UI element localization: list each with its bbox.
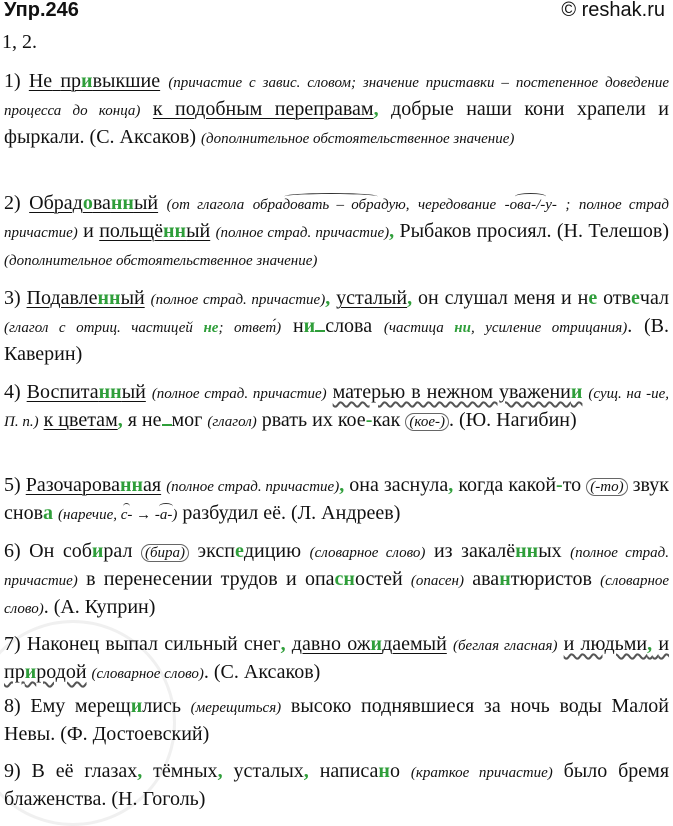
- highlighted-comma: ,: [389, 220, 395, 242]
- sentence-1: [4, 68, 669, 152]
- comment-text: (глагол с отриц. частицей: [4, 320, 193, 336]
- underlined-phrase: [333, 381, 583, 403]
- grammar-comment: (полное страд. причастие): [4, 545, 670, 589]
- sentence-text: ава: [472, 568, 500, 590]
- grammar-comment: (дополнительное обстоятельственное значение): [4, 253, 318, 269]
- grammar-comment: (глагол): [207, 414, 257, 430]
- grammar-comment: (словарное слово): [309, 545, 426, 561]
- grammar-comment: (мерещиться): [190, 700, 282, 716]
- sentence-text: давно ож: [291, 633, 371, 655]
- highlighted-hyphen: -: [365, 409, 373, 431]
- sentence-text: и: [83, 220, 94, 242]
- word: Обрад: [29, 192, 83, 214]
- sentence-text: рвать их кое: [261, 409, 366, 431]
- sentence-text: остей: [354, 568, 403, 590]
- prefix-mark: (кое-): [405, 413, 449, 431]
- sentence-text: в перенесении трудов и опа: [86, 568, 335, 590]
- highlighted-letter: и: [370, 633, 383, 655]
- underlined-phrase: [292, 633, 447, 655]
- underlined-phrase: к цветам: [43, 409, 118, 431]
- comment-text: , усиление отрицания): [470, 320, 628, 336]
- sentence-text: когда какой: [458, 474, 557, 496]
- highlighted-letter: нн: [110, 192, 134, 214]
- comment-text: ; ответ́): [218, 320, 282, 336]
- grammar-comment: (опасен): [410, 573, 464, 589]
- highlighted-letter: н: [378, 760, 390, 782]
- sentence-text: даемый: [382, 633, 447, 655]
- highlighted-comma: ,: [407, 287, 413, 309]
- grammar-comment: (дополнительное обстоятельственное значение): [201, 131, 515, 147]
- sentence-text: . (Ю. Нагибин): [448, 409, 577, 431]
- word: ый: [186, 220, 211, 242]
- grammar-comment: (беглая гласная): [453, 638, 558, 654]
- sentence-8: [4, 693, 669, 747]
- sentence-text: из закалё: [433, 540, 516, 562]
- underlined-word: [99, 220, 210, 242]
- sentence-text: она заснула: [349, 474, 449, 496]
- underlined-word: усталый: [336, 287, 408, 309]
- sentence-text: написа: [319, 760, 379, 782]
- grammar-comment: (причастие с завис. словом; значение приставки – постепенное доведение процесса до конца): [4, 75, 670, 119]
- highlighted-letter: а: [43, 502, 54, 524]
- sentence-text: и пр: [4, 633, 670, 683]
- grammar-comment: (полное страд. причастие): [150, 292, 326, 308]
- sentence-text: как: [372, 409, 401, 431]
- highlighted-letter: е: [588, 287, 598, 309]
- grammar-comment: (от глагола: [166, 197, 245, 213]
- exercise-title: Упр.246: [4, 0, 79, 21]
- word: выкшие: [92, 70, 161, 92]
- underlined-phrase: к подобным переправам: [152, 98, 374, 120]
- highlighted-letter: и: [91, 540, 104, 562]
- grammar-comment: (словарное слово): [91, 666, 204, 682]
- highlighted-letter: н: [499, 568, 511, 590]
- sentence-text: он слушал меня и н: [418, 287, 589, 309]
- comment-text: (наречие,: [58, 507, 117, 523]
- highlighted-comma: ,: [448, 474, 454, 496]
- sentence-4: [4, 379, 669, 435]
- sentence-text: эксп: [197, 540, 235, 562]
- word: Подавле: [26, 287, 98, 309]
- suffix-mark: -а-): [154, 507, 178, 523]
- sentence-7: [4, 631, 669, 687]
- sentence-text: лись: [142, 695, 181, 717]
- highlighted-letter: и: [24, 661, 37, 683]
- comment-text: (частица: [383, 320, 444, 336]
- sentence-text: матерью в нежном уважени: [332, 381, 571, 403]
- separate-spelling-mark: [162, 410, 172, 426]
- sentence-number: 3): [4, 287, 27, 309]
- sentence-text: Он соб: [29, 540, 92, 562]
- alternation-mark: -ова-/-у-: [504, 197, 557, 213]
- highlighted-particle: не: [203, 320, 219, 336]
- underlined-word: [27, 287, 145, 309]
- highlighted-letter: и: [81, 70, 93, 92]
- grammar-comment: [4, 320, 281, 336]
- sentence-text: родой: [36, 661, 87, 683]
- highlighted-letter: о: [82, 192, 93, 214]
- sentence-text: . (С. Аксаков): [203, 661, 321, 683]
- highlighted-letter: нн: [515, 540, 539, 562]
- sentence-2: [4, 190, 669, 274]
- highlighted-letter: нн: [120, 474, 144, 496]
- check-word-mark: (бира): [141, 544, 189, 562]
- sentence-text: слова: [325, 315, 373, 337]
- word: ая: [143, 474, 162, 496]
- sentence-9: [4, 758, 669, 812]
- site-copyright: © reshak.ru: [561, 0, 665, 21]
- sentence-text: высоко поднявшиеся за ночь воды Малой Невы. (Ф. Достоевский): [4, 695, 670, 745]
- word: ый: [121, 381, 146, 403]
- word: Воспита: [26, 381, 99, 403]
- task-numbers: 1, 2.: [2, 31, 37, 53]
- sentence-text: чал: [639, 287, 670, 309]
- word: ва: [92, 192, 111, 214]
- highlighted-comma: ,: [339, 474, 345, 496]
- sentence-text: звук снов: [4, 474, 670, 524]
- sentence-text: Ему мерещ: [30, 695, 131, 717]
- underlined-word: [29, 70, 160, 92]
- arrow-glyph: →: [136, 507, 152, 523]
- sentence-number: 7): [4, 633, 27, 655]
- sentence-text: было бремя блаженства. (Н. Гоголь): [4, 760, 670, 810]
- grammar-comment: [384, 320, 627, 336]
- separate-spelling-mark: [315, 316, 325, 332]
- sentence-text: то: [562, 474, 582, 496]
- sentence-text: . (А. Куприн): [43, 596, 156, 618]
- grammar-comment: (полное страд. причастие): [151, 386, 327, 402]
- highlighted-letter: сн: [334, 568, 355, 590]
- highlighted-letter: и: [303, 315, 316, 337]
- sentence-text: я не: [127, 409, 162, 431]
- sentence-text: . (В. Каверин): [4, 315, 669, 365]
- grammar-comment: ;: [565, 197, 571, 213]
- root-mark: обрадовать – обрадую,: [252, 197, 410, 213]
- grammar-comment: (словарное слово): [4, 573, 670, 617]
- highlighted-comma: ,: [137, 760, 143, 782]
- highlighted-comma: ,: [373, 98, 379, 120]
- prefix-mark: с-: [120, 507, 133, 523]
- highlighted-comma: ,: [303, 760, 309, 782]
- word: ый: [120, 287, 145, 309]
- sentence-number: 6): [4, 540, 30, 562]
- underlined-word: [27, 381, 146, 403]
- highlighted-comma: ,: [117, 409, 123, 431]
- highlighted-letter: и: [130, 695, 143, 717]
- grammar-comment: (сущ. на -ие, П. п.): [4, 386, 669, 430]
- highlighted-letter: нн: [163, 220, 187, 242]
- highlighted-letter: е: [234, 540, 244, 562]
- sentence-text: и людьми: [563, 633, 648, 655]
- highlighted-letter: нн: [97, 287, 121, 309]
- sentence-text: ых: [538, 540, 562, 562]
- grammar-comment: полное страд причастие): [4, 197, 669, 241]
- grammar-comment: чередование: [417, 197, 497, 213]
- sentence-text: отв: [603, 287, 632, 309]
- word: Разочарова: [25, 474, 120, 496]
- sentence-number: 4): [4, 381, 27, 403]
- sentence-text: дицию: [243, 540, 302, 562]
- sentence-3: [4, 285, 669, 367]
- word: польщё: [99, 220, 164, 242]
- underlined-word: [29, 192, 158, 214]
- sentence-text: н: [292, 315, 304, 337]
- sentence-number: 8): [4, 695, 31, 717]
- highlighted-particle: ни: [454, 320, 471, 336]
- header: [2, 0, 669, 26]
- sentence-text: тюристов: [510, 568, 592, 590]
- sentence-text: разбудил её. (Л. Андреев): [182, 502, 401, 524]
- sentence-number: 5): [4, 474, 26, 496]
- sentence-number: 1): [4, 70, 29, 92]
- sentence-text: о: [389, 760, 400, 782]
- sentence-text: Рыбаков просиял. (Н. Телешов): [399, 220, 670, 242]
- word: Не: [28, 70, 53, 92]
- highlighted-comma: ,: [217, 760, 223, 782]
- highlighted-comma: ,: [647, 633, 653, 655]
- sentence-text: Наконец выпал сильный снег: [26, 633, 281, 655]
- sentence-text: мог: [171, 409, 203, 431]
- highlighted-letter: е: [631, 287, 640, 309]
- sentence-text: рал: [103, 540, 133, 562]
- grammar-comment: (полное страд. причастие): [215, 225, 390, 241]
- sentence-text: усталых: [233, 760, 304, 782]
- sentence-text: добрые наши кони храпели и фыркали. (С. Аксаков): [4, 98, 669, 148]
- highlighted-comma: ,: [280, 633, 286, 655]
- grammar-comment: (краткое причастие): [410, 765, 553, 781]
- sentence-number: 2): [4, 192, 30, 214]
- highlighted-comma: ,: [325, 287, 331, 309]
- suffix-mark: (-то): [586, 478, 627, 496]
- highlighted-hyphen: -: [556, 474, 563, 496]
- sentence-number: 9): [4, 760, 32, 782]
- highlighted-letter: нн: [98, 381, 122, 403]
- sentence-text: тёмных: [153, 760, 218, 782]
- sentence-text: В её глазах: [31, 760, 138, 782]
- highlighted-letter: и: [570, 381, 583, 403]
- grammar-comment: [58, 507, 177, 523]
- underlined-word: [26, 474, 161, 496]
- word: ый: [133, 192, 159, 214]
- sentence-6: [4, 538, 669, 622]
- grammar-comment: (полное страд. причастие): [166, 479, 340, 495]
- word: пр: [60, 70, 82, 92]
- sentence-5: [4, 472, 669, 528]
